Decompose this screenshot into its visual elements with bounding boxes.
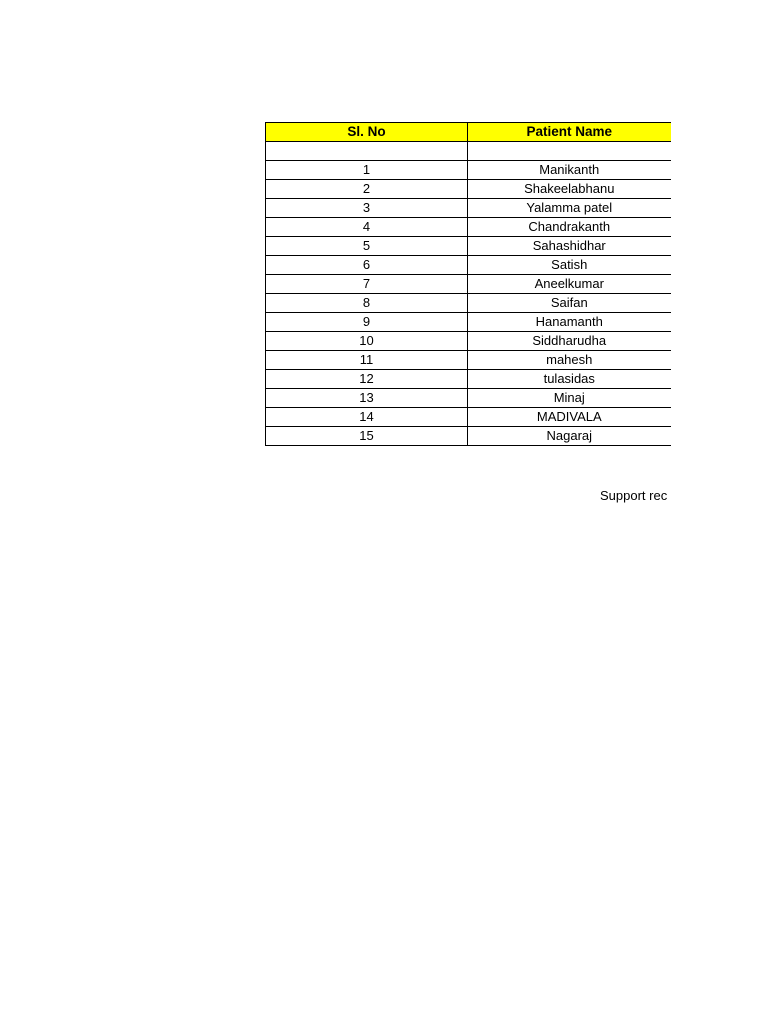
table-row xyxy=(266,370,671,389)
serial-number-cell: 3 xyxy=(266,199,468,218)
serial-number-cell: 2 xyxy=(266,180,468,199)
patient-name-cell xyxy=(468,142,671,161)
table-row xyxy=(266,351,671,370)
patient-name-cell: Siddharudha xyxy=(468,332,671,351)
serial-number-cell: 15 xyxy=(266,427,468,446)
serial-number-cell: 4 xyxy=(266,218,468,237)
support-note: Support rec xyxy=(600,488,668,503)
patient-name-cell: mahesh xyxy=(468,351,671,370)
serial-number-header: Sl. No xyxy=(266,123,468,142)
patient-name-cell: Sahashidhar xyxy=(468,237,671,256)
patient-name-cell: tulasidas xyxy=(468,370,671,389)
table-body xyxy=(266,142,671,446)
patient-name-header: Patient Name xyxy=(468,123,671,142)
serial-number-cell: 5 xyxy=(266,237,468,256)
table-row xyxy=(266,275,671,294)
patient-name-cell: Hanamanth xyxy=(468,313,671,332)
table-row xyxy=(266,313,671,332)
table-row xyxy=(266,332,671,351)
table-row xyxy=(266,389,671,408)
patient-name-cell: Aneelkumar xyxy=(468,275,671,294)
serial-number-cell: 10 xyxy=(266,332,468,351)
table-row xyxy=(266,199,671,218)
table-row xyxy=(266,427,671,446)
serial-number-cell xyxy=(266,142,468,161)
patient-name-cell: Chandrakanth xyxy=(468,218,671,237)
patient-name-cell: MADIVALA xyxy=(468,408,671,427)
table-header-row xyxy=(266,123,671,142)
serial-number-cell: 13 xyxy=(266,389,468,408)
patient-name-cell: Shakeelabhanu xyxy=(468,180,671,199)
patient-name-cell: Satish xyxy=(468,256,671,275)
serial-number-cell: 1 xyxy=(266,161,468,180)
serial-number-cell: 14 xyxy=(266,408,468,427)
table-row xyxy=(266,237,671,256)
table-row xyxy=(266,142,671,161)
table-row xyxy=(266,408,671,427)
table-row xyxy=(266,180,671,199)
patient-name-cell: Manikanth xyxy=(468,161,671,180)
serial-number-cell: 11 xyxy=(266,351,468,370)
patient-name-cell: Saifan xyxy=(468,294,671,313)
patient-name-cell: Minaj xyxy=(468,389,671,408)
table-row xyxy=(266,256,671,275)
serial-number-cell: 6 xyxy=(266,256,468,275)
serial-number-cell: 12 xyxy=(266,370,468,389)
serial-number-cell: 7 xyxy=(266,275,468,294)
patient-table xyxy=(265,122,671,446)
table-row xyxy=(266,294,671,313)
patient-name-cell: Yalamma patel xyxy=(468,199,671,218)
table-row xyxy=(266,161,671,180)
serial-number-cell: 9 xyxy=(266,313,468,332)
patient-name-cell: Nagaraj xyxy=(468,427,671,446)
serial-number-cell: 8 xyxy=(266,294,468,313)
table-row xyxy=(266,218,671,237)
